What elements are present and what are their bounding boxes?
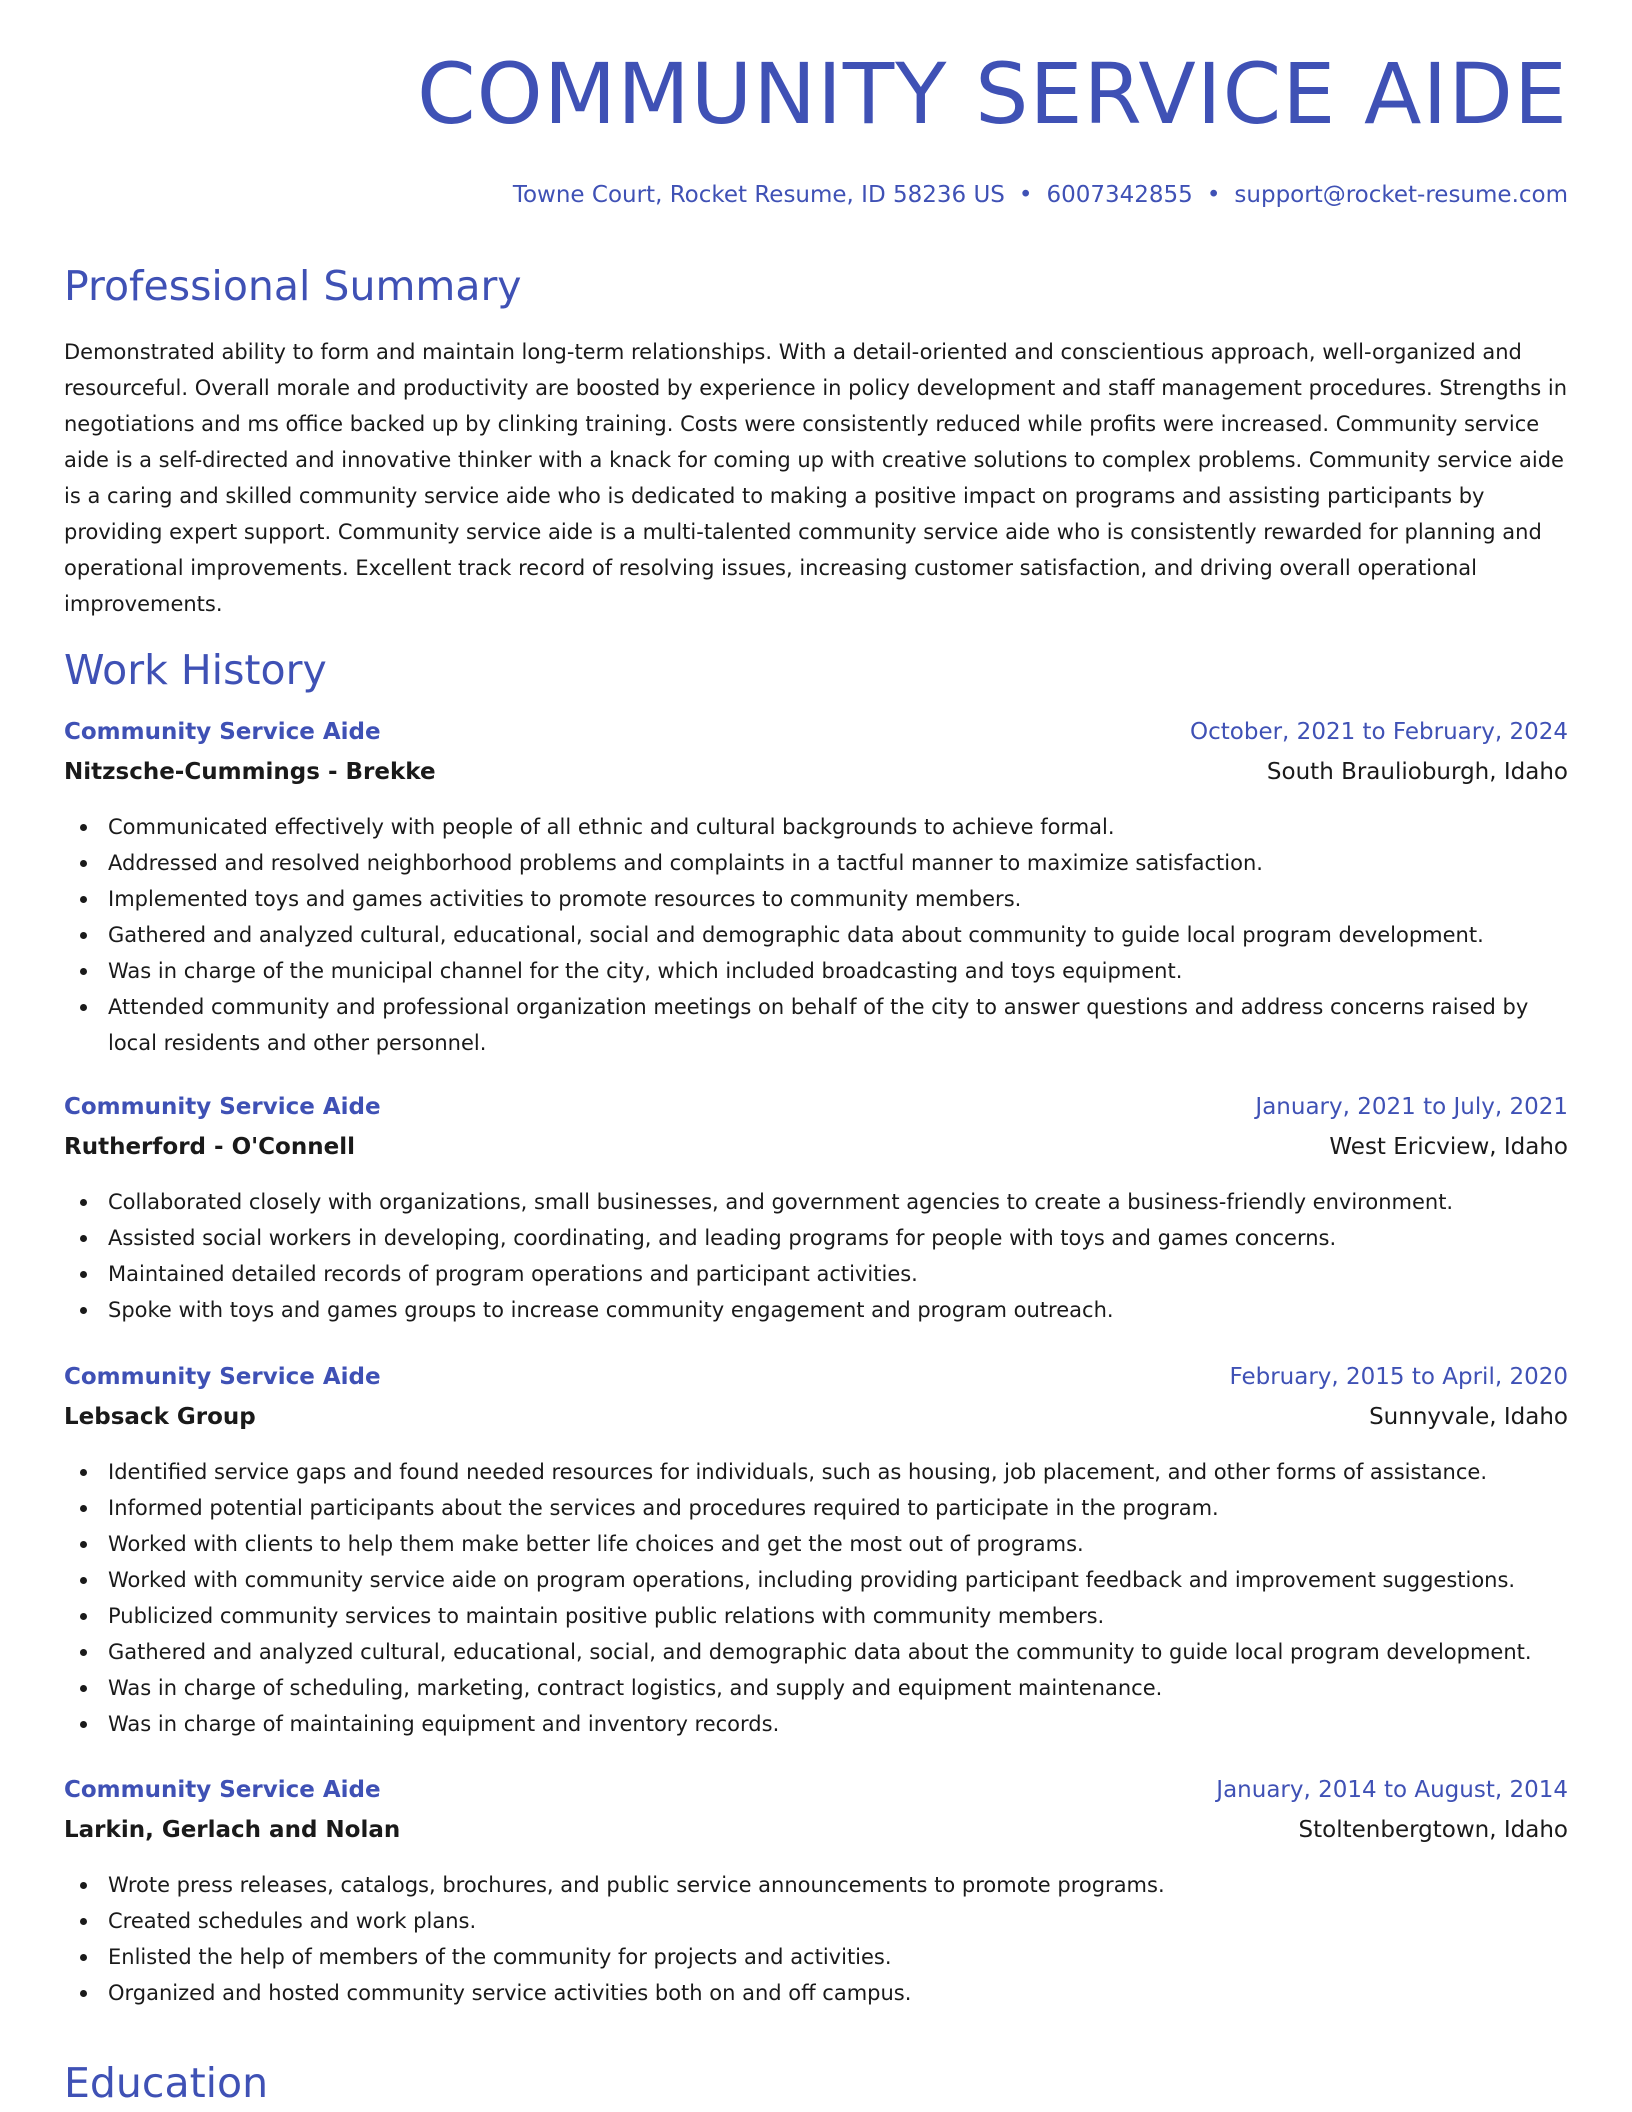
job-bullet: Organized and hosted community service activities both on and off campus. [64,1975,1568,2011]
job-bullet: Addressed and resolved neighborhood problems and complaints in a tactful manner to maximize satisfaction. [64,845,1568,881]
job-dates: January, 2021 to July, 2021 [1255,1094,1568,1120]
job-bullet: Assisted social workers in developing, coordinating, and leading programs for people with toys and games concerns. [64,1220,1568,1256]
job-bullet: Worked with community service aide on program operations, including providing participant feedback and improvement suggestions. [64,1562,1568,1598]
job-bullet: Was in charge of scheduling, marketing, contract logistics, and supply and equipment maintenance. [64,1670,1568,1706]
job-company: Rutherford - O'Connell [64,1134,355,1160]
work-history-heading: Work History [64,646,327,694]
job-company-row [64,759,1568,799]
job-entry [64,1094,1568,1328]
job-entry [64,719,1568,1061]
job-bullet: Spoke with toys and games groups to increase community engagement and program outreach. [64,1292,1568,1328]
job-entry [64,1777,1568,2011]
job-company: Nitzsche-Cummings - Brekke [64,759,436,785]
job-bullet: Identified service gaps and found needed resources for individuals, such as housing, job placement, and other forms of assistance. [64,1454,1568,1490]
contact-email[interactable]: support@rocket-resume.com [1234,182,1568,208]
job-company-row [64,1134,1568,1174]
job-location: Sunnyvale, Idaho [1369,1404,1568,1430]
job-bullet: Publicized community services to maintain positive public relations with community members. [64,1598,1568,1634]
job-entry [64,1364,1568,1742]
job-title: Community Service Aide [64,719,381,745]
job-dates: February, 2015 to April, 2020 [1229,1364,1568,1390]
job-bullet: Was in charge of maintaining equipment and inventory records. [64,1706,1568,1742]
contact-separator: • [1206,182,1221,208]
job-bullet: Attended community and professional organization meetings on behalf of the city to answer questions and address concerns raised by local residents and other personnel. [64,989,1568,1061]
job-bullet: Implemented toys and games activities to promote resources to community members. [64,881,1568,917]
job-bullet: Wrote press releases, catalogs, brochures, and public service announcements to promote programs. [64,1867,1568,1903]
job-bullet: Enlisted the help of members of the community for projects and activities. [64,1939,1568,1975]
job-bullet: Was in charge of the municipal channel for the city, which included broadcasting and toys equipment. [64,953,1568,989]
job-bullet: Informed potential participants about the services and procedures required to participate in the program. [64,1490,1568,1526]
job-header-row [64,1094,1568,1134]
job-title: Community Service Aide [64,1094,381,1120]
job-bullet-list [64,1867,1568,2011]
education-heading: Education [64,2059,269,2107]
job-bullet-list [64,1184,1568,1328]
job-bullet: Created schedules and work plans. [64,1903,1568,1939]
job-company: Larkin, Gerlach and Nolan [64,1817,401,1843]
job-location: South Braulioburgh, Idaho [1266,759,1568,785]
job-location: West Ericview, Idaho [1329,1134,1568,1160]
summary-text: Demonstrated ability to form and maintain long-term relationships. With a detail-oriented and conscientious approach, well-organized and resourceful. Overall morale and productivity are boosted by experience in policy development and staff management procedures. Strengths in negotiations and ms office backed up by clinking training. Costs were consistently reduced while profits were increased. Community service aide is a self-directed and innovative thinker with a knack for coming up with creative solutions to complex problems. Community service aide is a caring and skilled community service aide who is dedicated to making a positive impact on programs and assisting participants by providing expert support. Community service aide is a multi-talented community service aide who is consistently rewarded for planning and operational improvements. Excellent track record of resolving issues, increasing customer satisfaction, and driving overall operational improvements. [64,340,1568,616]
job-bullet: Collaborated closely with organizations, small businesses, and government agencies to create a business-friendly environment. [64,1184,1568,1220]
contact-line [513,182,1568,208]
job-dates: January, 2014 to August, 2014 [1216,1777,1568,1803]
job-company: Lebsack Group [64,1404,256,1430]
job-header-row [64,1364,1568,1404]
job-title: Community Service Aide [64,1364,381,1390]
job-header-row [64,1777,1568,1817]
job-company-row [64,1404,1568,1444]
resume-title: COMMUNITY SERVICE AIDE [417,45,1568,143]
contact-address: Towne Court, Rocket Resume, ID 58236 US [512,182,1005,208]
job-bullet: Maintained detailed records of program operations and participant activities. [64,1256,1568,1292]
job-location: Stoltenbergtown, Idaho [1298,1817,1568,1843]
job-company-row [64,1817,1568,1857]
job-bullet-list [64,1454,1568,1742]
job-bullet: Worked with clients to help them make better life choices and get the most out of programs. [64,1526,1568,1562]
job-bullet: Gathered and analyzed cultural, educational, social and demographic data about community to guide local program development. [64,917,1568,953]
contact-phone: 6007342855 [1046,182,1193,208]
job-title: Community Service Aide [64,1777,381,1803]
contact-separator: • [1018,182,1033,208]
job-header-row [64,719,1568,759]
job-dates: October, 2021 to February, 2024 [1190,719,1568,745]
job-bullet: Communicated effectively with people of all ethnic and cultural backgrounds to achieve formal. [64,809,1568,845]
job-bullet: Gathered and analyzed cultural, educational, social, and demographic data about the community to guide local program development. [64,1634,1568,1670]
summary-heading: Professional Summary [64,262,522,310]
resume-page [64,0,1568,2112]
job-bullet-list [64,809,1568,1061]
